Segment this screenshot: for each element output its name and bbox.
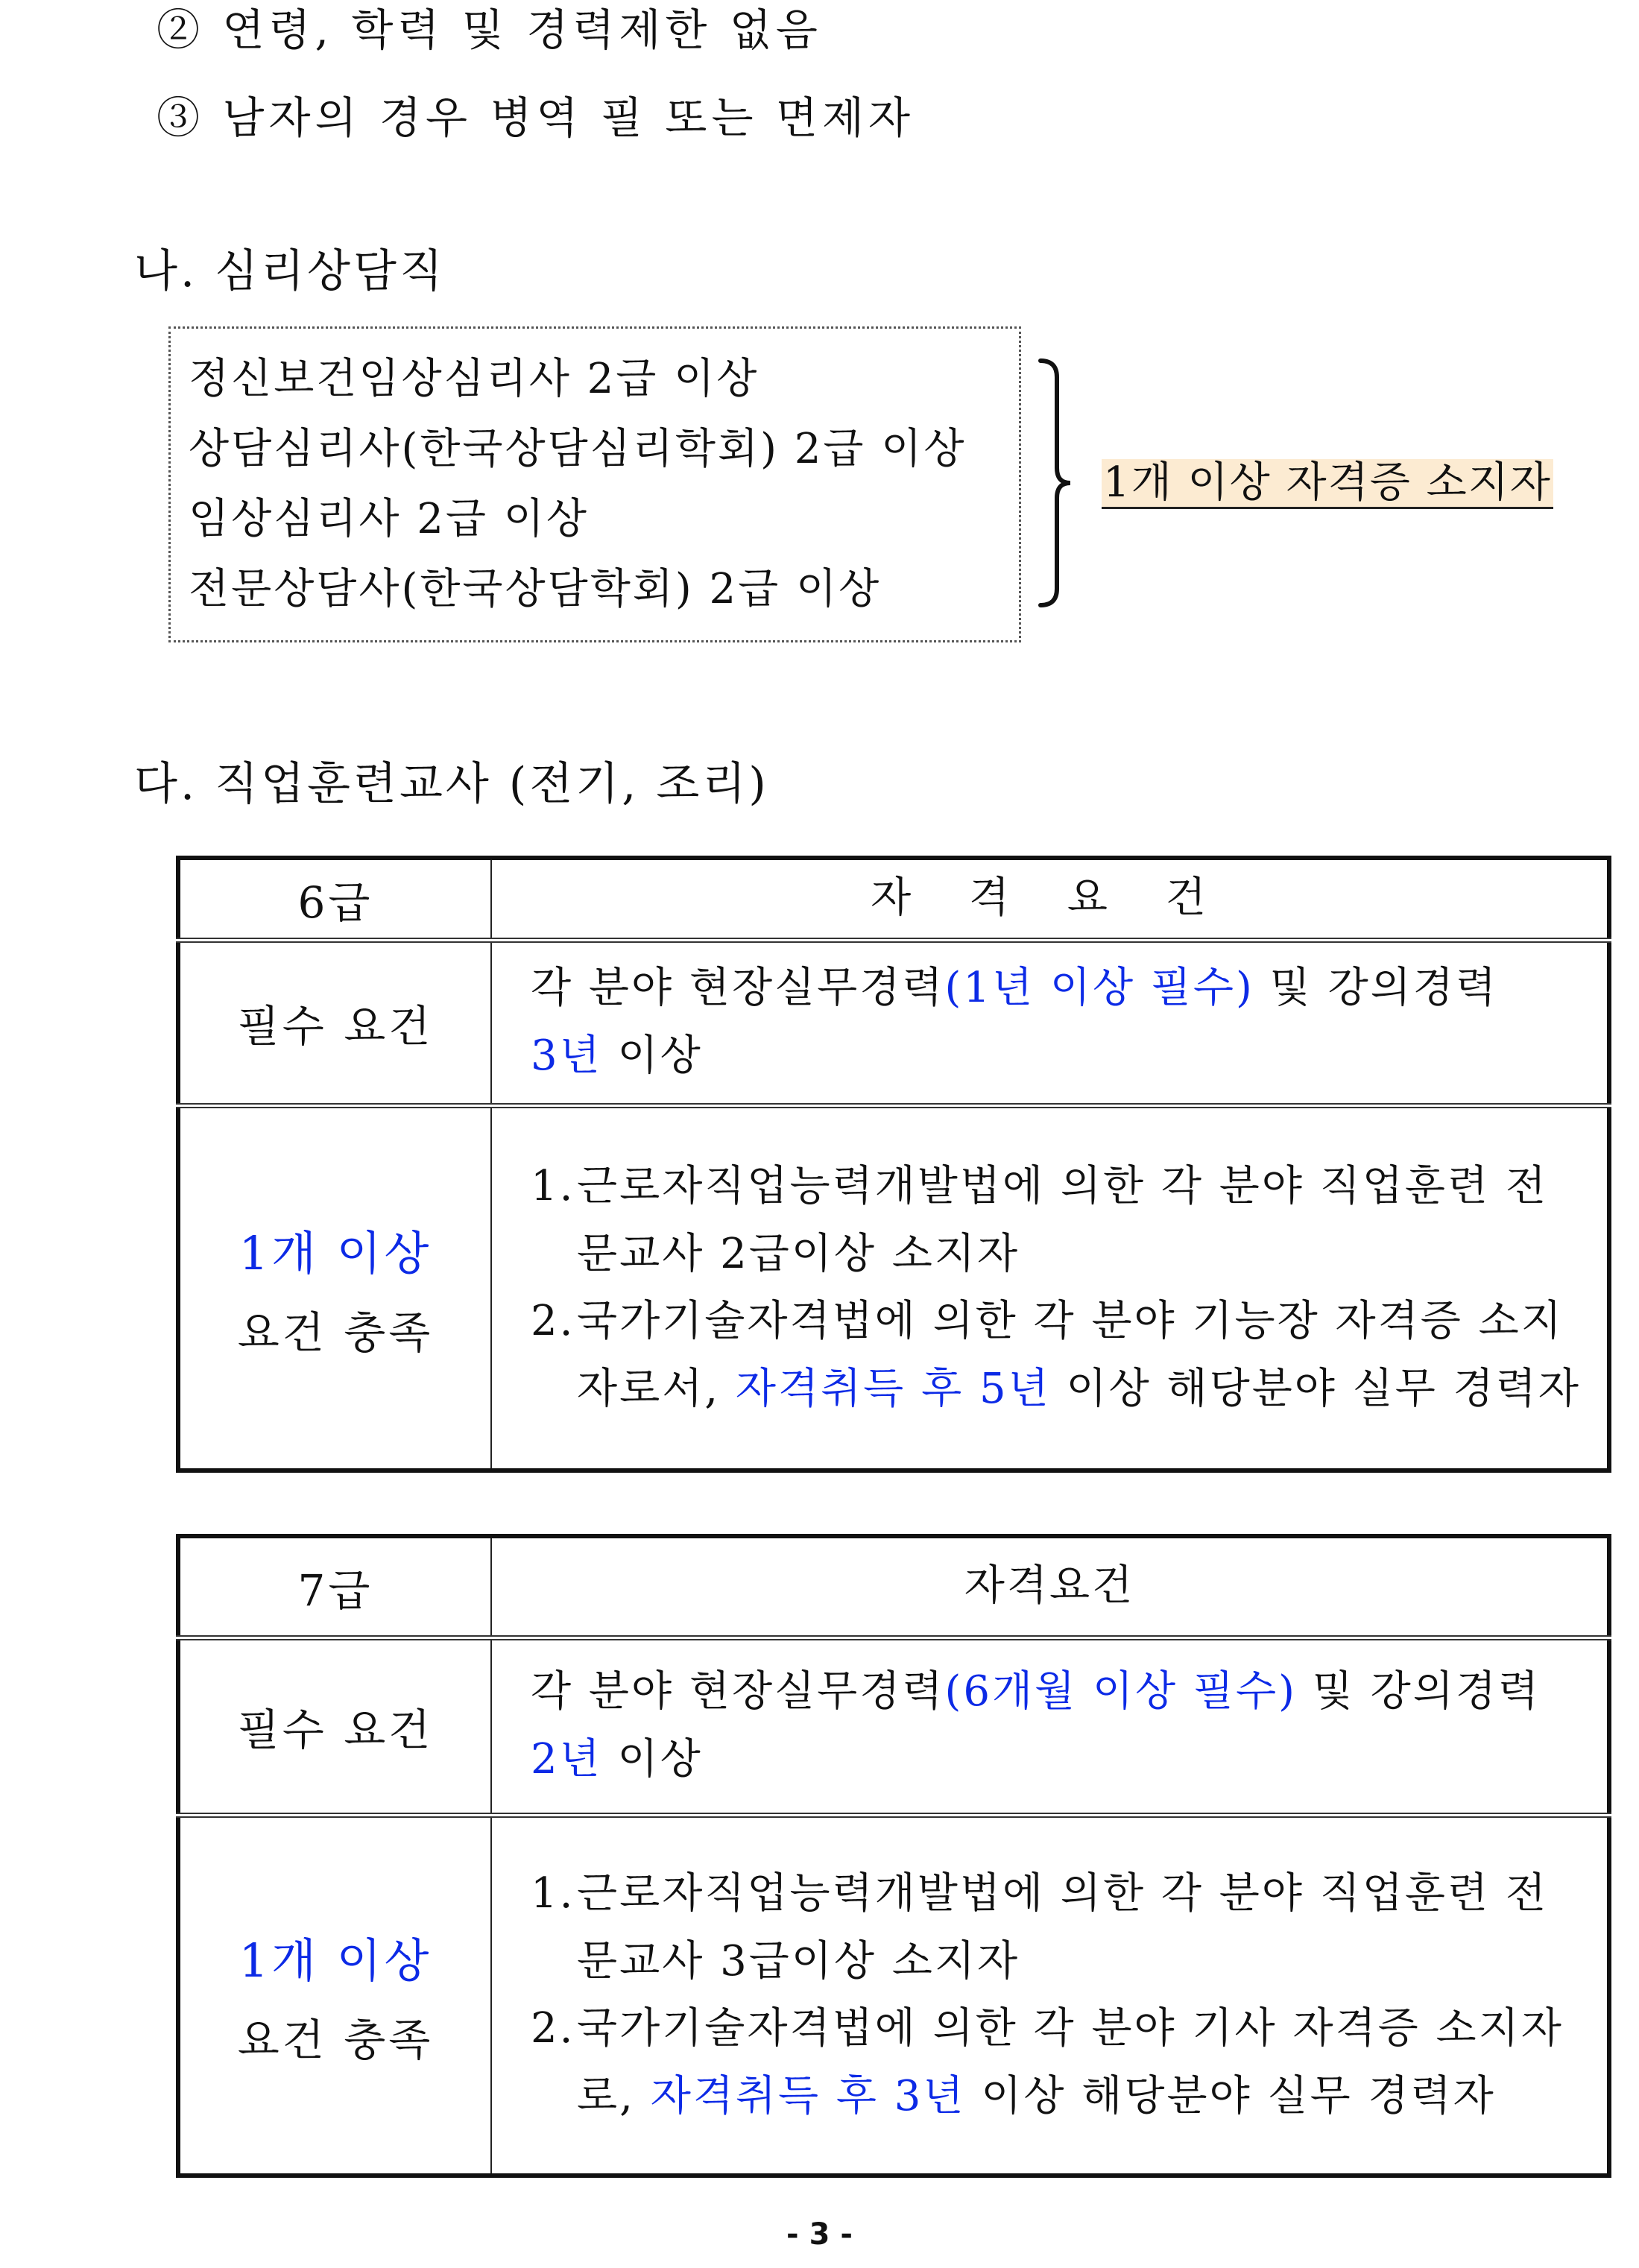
- list-item: [157, 92, 915, 145]
- required-text-part: 각 분야 현장실무경력: [531, 1667, 945, 1716]
- conditions-label: [178, 1815, 491, 2176]
- conditions-row: [178, 1105, 1609, 1471]
- page-number: - 3 -: [786, 2217, 853, 2252]
- condition-text: 국가기술자격법에 의한 각 분야 기사 자격증 소지자로,: [577, 2004, 1564, 2120]
- condition-number: 2.: [531, 2004, 575, 2053]
- callout-certificate: 1개 이상 자격증 소지자: [1102, 459, 1553, 509]
- required-text-part: 이상: [601, 1032, 703, 1080]
- condition-number: 1.: [531, 1869, 575, 1918]
- item-text: 남자의 경우 병역 필 또는 면제자: [222, 92, 915, 143]
- required-row: [178, 1637, 1609, 1815]
- header-label: 자 격 요 건: [491, 858, 1609, 940]
- condition-text: 근로자직업능력개발법에 의한 각 분야 직업훈련 전문교사 2급이상 소지자: [577, 1161, 1549, 1278]
- required-cell: [491, 940, 1609, 1105]
- condition-item: [531, 1153, 1585, 1288]
- conditions-label-count: 1개 이상: [239, 1225, 432, 1280]
- qualification-item: 전문상담사(한국상담학회) 2급 이상: [189, 565, 882, 613]
- item-text: 연령, 학력 및 경력제한 없음: [222, 4, 822, 55]
- conditions-label-count: 1개 이상: [239, 1933, 432, 1988]
- required-highlight: 3년: [531, 1032, 602, 1080]
- condition-item: [531, 1288, 1585, 1423]
- required-text-part: 및 강의경력: [1254, 964, 1498, 1013]
- condition-text: 이상 해당분야 실무 경력자: [965, 2071, 1496, 2120]
- conditions-row: [178, 1815, 1609, 2176]
- qualification-item: 임상심리사 2급 이상: [189, 495, 589, 543]
- grade-label: 7급: [178, 1536, 491, 1637]
- condition-text: 이상 해당분야 실무 경력자: [1050, 1364, 1581, 1413]
- conditions-label: [178, 1105, 491, 1471]
- condition-text: 근로자직업능력개발법에 의한 각 분야 직업훈련 전문교사 3급이상 소지자: [577, 1869, 1549, 1986]
- section-title-counseling: 나. 심리상담직: [134, 245, 446, 297]
- required-highlight: 2년: [531, 1735, 602, 1784]
- condition-number: 1.: [531, 1161, 575, 1210]
- right-brace-icon: [1027, 356, 1087, 610]
- required-label: 필수 요건: [178, 1637, 491, 1815]
- required-row: [178, 940, 1609, 1105]
- condition-text: 국가기술자격법에 의한 각 분야 기능장 자격증 소지자로서,: [577, 1297, 1564, 1413]
- required-text: [492, 1655, 1607, 1796]
- conditions-cell: [491, 1815, 1609, 2176]
- qualification-item: 상담심리사(한국상담심리학회) 2급 이상: [189, 425, 967, 473]
- item-marker: ②: [157, 4, 205, 55]
- required-cell: [491, 1637, 1609, 1815]
- required-highlight: (6개월 이상 필수): [944, 1667, 1297, 1716]
- condition-highlight: 자격취득 후 3년: [650, 2071, 966, 2120]
- section-title-vocational-teacher: 다. 직업훈련교사 (전기, 조리): [134, 758, 769, 810]
- list-item: [157, 4, 822, 57]
- item-marker: ③: [157, 92, 205, 143]
- required-text-part: 및 강의경력: [1296, 1667, 1541, 1716]
- qualification-box: [168, 326, 1021, 642]
- grade-label: 6급: [178, 858, 491, 940]
- required-text: [492, 952, 1607, 1093]
- condition-item: [531, 1995, 1585, 2130]
- conditions-label-text: 요건 충족: [237, 1307, 434, 1358]
- table-header-row: [178, 1536, 1609, 1637]
- conditions-cell: [491, 1105, 1609, 1471]
- grade-table-7: [176, 1534, 1611, 2178]
- conditions-label-text: 요건 충족: [237, 2014, 434, 2065]
- grade-table-6: [176, 856, 1611, 1473]
- qualification-item: 정신보건임상심리사 2급 이상: [189, 355, 760, 403]
- required-text-part: 각 분야 현장실무경력: [531, 964, 945, 1013]
- table-header-row: [178, 858, 1609, 940]
- condition-number: 2.: [531, 1297, 575, 1346]
- condition-item: [531, 1860, 1585, 1995]
- required-label: 필수 요건: [178, 940, 491, 1105]
- header-label: 자격요건: [491, 1536, 1609, 1637]
- required-text-part: 이상: [601, 1735, 703, 1784]
- required-highlight: (1년 이상 필수): [944, 964, 1254, 1013]
- condition-highlight: 자격취득 후 5년: [735, 1364, 1051, 1413]
